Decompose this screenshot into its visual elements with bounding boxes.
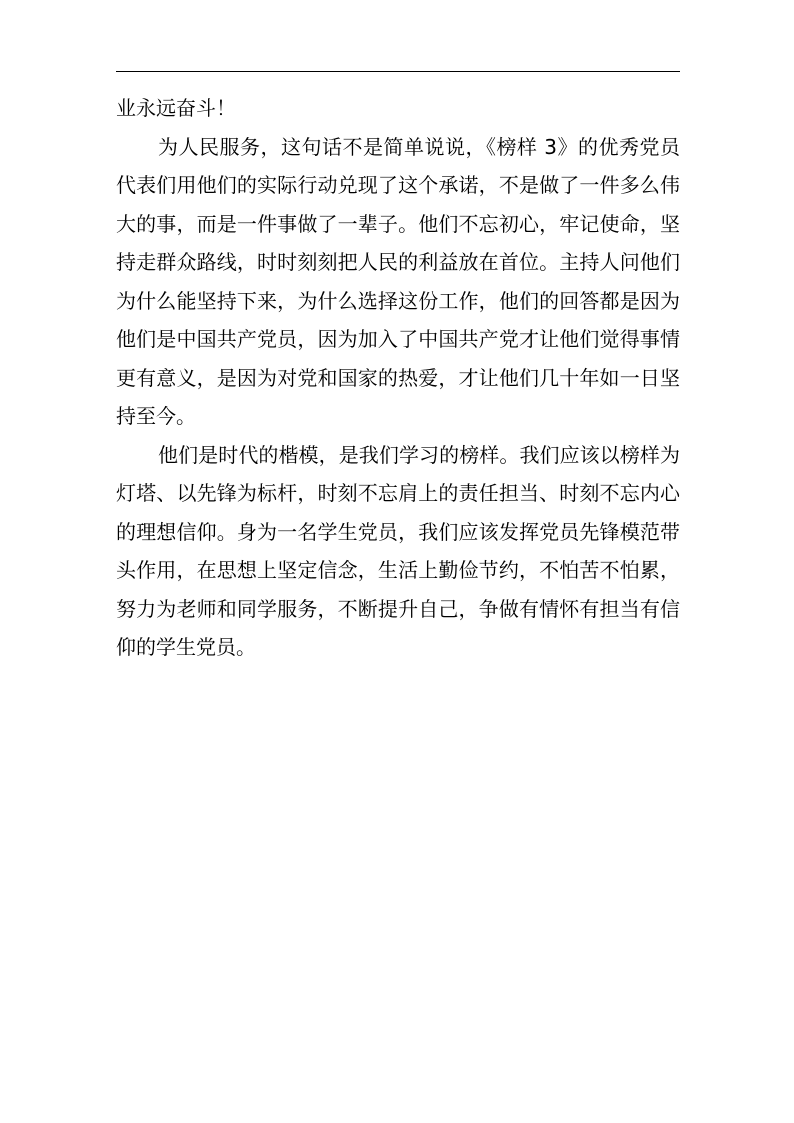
document-body (116, 89, 680, 667)
paragraph-continuation: 业永远奋斗！ (116, 96, 236, 120)
header-rule (116, 71, 680, 72)
paragraph-role-models: 他们是时代的楷模，是我们学习的榜样。我们应该以榜样为灯塔、以先锋为标杆，时刻不忘肩上的责任担当、时刻不忘内心的理想信仰。身为一名学生党员，我们应该发挥党员先锋模范带头作用，在思想上坚定信念，生活上勤俭节约，不怕苦不怕累，努力为老师和同学服务，不断提升自己，争做有情怀有担当有信仰的学生党员。 (116, 442, 680, 659)
paragraph-serve-people: 为人民服务，这句话不是简单说说，《榜样 3》的优秀党员代表们用他们的实际行动兑现了这个承诺，不是做了一件多么伟大的事，而是一件事做了一辈子。他们不忘初心，牢记使命，坚持走群众路线，时时刻刻把人民的利益放在首位。主持人问他们为什么能坚持下来，为什么选择这份工作，他们的回答都是因为他们是中国共产党员，因为加入了中国共产党才让他们觉得事情更有意义，是因为对党和国家的热爱，才让他们几十年如一日坚持至今。 (116, 134, 680, 428)
